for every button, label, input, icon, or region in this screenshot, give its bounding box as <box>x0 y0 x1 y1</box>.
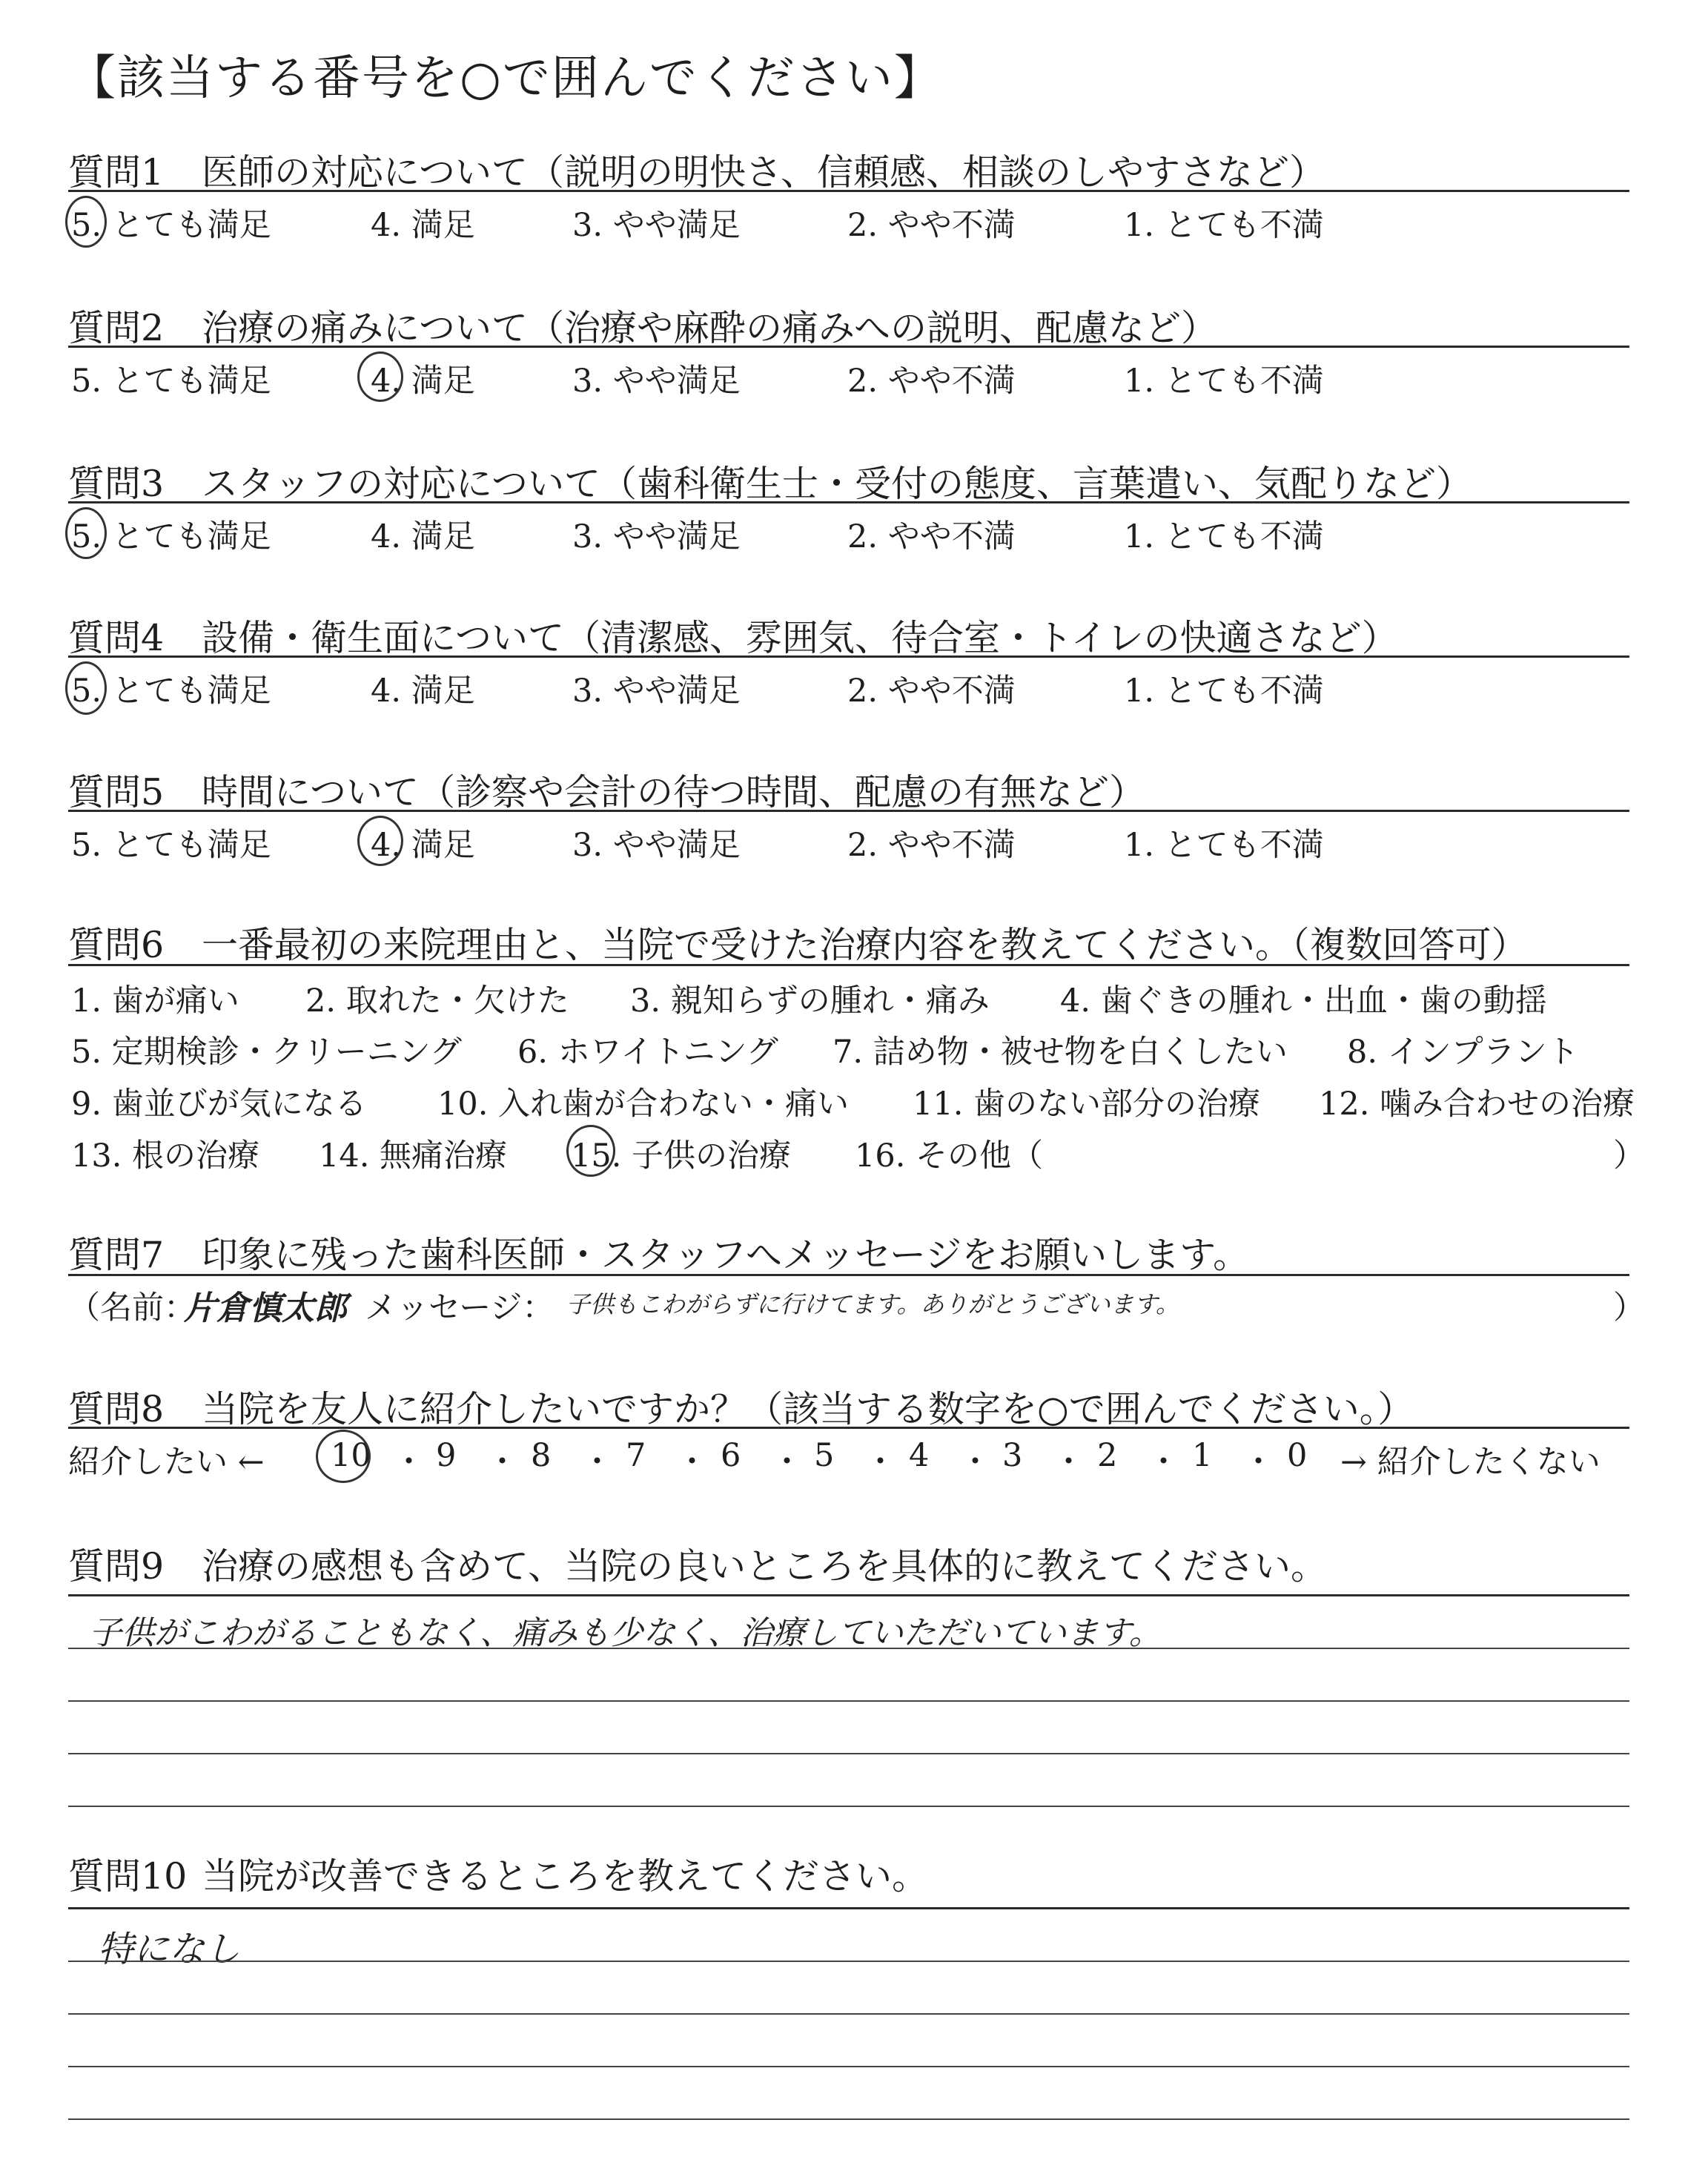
rating-row-q4 <box>0 666 1708 710</box>
question-number: 質問5 <box>68 771 165 813</box>
question-10 <box>68 1848 928 1900</box>
reason-row-1 <box>0 976 1708 1020</box>
writing-line <box>68 1961 1629 1962</box>
rating-option-5[interactable]: 5. とても満足 <box>71 363 271 400</box>
scale-value-3[interactable]: 3 <box>1002 1437 1023 1474</box>
scale-value-6[interactable]: 6 <box>721 1437 741 1474</box>
survey-header: 【該当する番号を○で囲んでください】 <box>68 51 943 106</box>
question-text: 当院を友人に紹介したいですか？（該当する数字を○で囲んでください。） <box>202 1388 1414 1430</box>
close-paren: ） <box>1613 1137 1645 1175</box>
question-number: 質問4 <box>68 617 165 659</box>
rating-row-q3 <box>0 512 1708 556</box>
reason-option[interactable]: 6. ホワイトニング <box>517 1034 778 1071</box>
rating-row-q2 <box>0 356 1708 400</box>
scale-separator: ・ <box>1148 1444 1179 1481</box>
question-text: スタッフの対応について（歯科衛生士・受付の態度、言葉遣い、気配りなど） <box>202 463 1473 505</box>
question-6 <box>68 916 1528 968</box>
rating-option-4[interactable]: 4. 満足 <box>371 827 475 864</box>
question-8 <box>68 1381 1414 1433</box>
rule <box>68 501 1629 503</box>
scale-separator: ・ <box>486 1444 518 1481</box>
question-number: 質問6 <box>68 924 165 966</box>
scale-value-7[interactable]: 7 <box>626 1437 646 1474</box>
question-number: 質問2 <box>68 307 165 349</box>
rating-option-5[interactable]: 5. とても満足 <box>71 827 271 864</box>
scale-value-4[interactable]: 4 <box>909 1437 930 1474</box>
rating-option-2[interactable]: 2. やや不満 <box>847 827 1016 864</box>
question-7 <box>68 1226 1249 1278</box>
handwritten-name[interactable]: 片倉慎太郎 <box>184 1289 347 1327</box>
rating-option-1[interactable]: 1. とても不満 <box>1124 827 1324 864</box>
rating-option-2[interactable]: 2. やや不満 <box>847 673 1016 710</box>
rating-option-1[interactable]: 1. とても不満 <box>1124 518 1324 555</box>
scale-separator: ・ <box>393 1444 425 1481</box>
question-text: 医師の対応について（説明の明快さ、信頼感、相談のしやすさなど） <box>202 151 1326 194</box>
writing-line <box>68 1753 1629 1754</box>
close-paren: ） <box>1613 1289 1645 1327</box>
rating-option-5[interactable]: 5. とても満足 <box>71 673 271 710</box>
reason-option[interactable]: 13. 根の治療 <box>71 1137 260 1175</box>
question-text: 治療の痛みについて（治療や麻酔の痛みへの説明、配慮など） <box>202 307 1218 349</box>
question-text: 治療の感想も含めて、当院の良いところを具体的に教えてください。 <box>202 1545 1328 1588</box>
rating-row-q1 <box>0 200 1708 245</box>
rating-option-2[interactable]: 2. やや不満 <box>847 518 1016 555</box>
question-number: 質問1 <box>68 151 165 194</box>
question-text: 印象に残った歯科医師・スタッフへメッセージをお願いします。 <box>202 1234 1250 1276</box>
scale-value-8[interactable]: 8 <box>531 1437 552 1474</box>
scale-separator: ・ <box>1053 1444 1085 1481</box>
reason-option[interactable]: 14. 無痛治療 <box>319 1137 508 1175</box>
rating-option-4[interactable]: 4. 満足 <box>371 363 475 400</box>
question-number: 質問9 <box>68 1545 165 1588</box>
question-5 <box>68 764 1145 816</box>
writing-line <box>68 2013 1629 2015</box>
reason-option[interactable]: 4. 歯ぐきの腫れ・出血・歯の動揺 <box>1060 982 1547 1020</box>
handwritten-message[interactable]: 子供もこわがらずに行けてます。ありがとうございます。 <box>566 1290 1179 1318</box>
scale-separator: ・ <box>864 1444 896 1481</box>
question-3 <box>68 455 1472 507</box>
scale-left-label: 紹介したい ← <box>68 1444 265 1481</box>
question-9 <box>68 1538 1327 1590</box>
rating-row-q5 <box>0 820 1708 865</box>
reason-option[interactable]: 3. 親知らずの腫れ・痛み <box>630 982 990 1020</box>
rating-option-2[interactable]: 2. やや不満 <box>847 363 1016 400</box>
scale-value-5[interactable]: 5 <box>814 1437 835 1474</box>
question-number: 質問3 <box>68 463 165 505</box>
scale-separator: ・ <box>581 1444 613 1481</box>
reason-option[interactable]: 15. 子供の治療 <box>571 1137 792 1175</box>
question-text: 設備・衛生面について（清潔感、雰囲気、待合室・トイレの快適さなど） <box>202 617 1398 659</box>
rating-option-1[interactable]: 1. とても不満 <box>1124 207 1324 244</box>
rule <box>68 1427 1629 1429</box>
rating-option-3[interactable]: 3. やや満足 <box>572 518 741 555</box>
question-text: 時間について（診察や会計の待つ時間、配慮の有無など） <box>202 771 1146 813</box>
question-number: 質問10 <box>68 1855 188 1898</box>
reason-option[interactable]: 11. 歯のない部分の治療 <box>913 1086 1261 1123</box>
scale-separator: ・ <box>676 1444 708 1481</box>
scale-value-2[interactable]: 2 <box>1097 1437 1118 1474</box>
rating-option-4[interactable]: 4. 満足 <box>371 207 475 244</box>
question-number: 質問7 <box>68 1234 165 1276</box>
writing-line <box>68 1806 1629 1807</box>
reason-row-4 <box>0 1131 1708 1175</box>
question-number: 質問8 <box>68 1388 165 1430</box>
message-row <box>0 1283 1708 1327</box>
question-1 <box>68 144 1325 196</box>
rating-option-4[interactable]: 4. 満足 <box>371 518 475 555</box>
rating-option-5[interactable]: 5. とても満足 <box>71 207 271 244</box>
rating-option-3[interactable]: 3. やや満足 <box>572 673 741 710</box>
scale-right-label: → 紹介したくない <box>1340 1444 1601 1481</box>
handwritten-answer[interactable]: 特になし <box>98 1929 241 1970</box>
rating-option-1[interactable]: 1. とても不満 <box>1124 673 1324 710</box>
rating-option-2[interactable]: 2. やや不満 <box>847 207 1016 244</box>
rating-option-3[interactable]: 3. やや満足 <box>572 827 741 864</box>
reason-row-3 <box>0 1079 1708 1123</box>
reason-row-2 <box>0 1027 1708 1071</box>
writing-line <box>68 1648 1629 1649</box>
reason-option[interactable]: 9. 歯並びが気になる <box>71 1086 367 1123</box>
question-4 <box>68 610 1398 661</box>
rating-option-5[interactable]: 5. とても満足 <box>71 518 271 555</box>
scale-separator: ・ <box>771 1444 803 1481</box>
scale-separator: ・ <box>1242 1444 1274 1481</box>
rule <box>68 655 1629 658</box>
reason-option[interactable]: 2. 取れた・欠けた <box>305 982 569 1020</box>
writing-line <box>68 1700 1629 1702</box>
question-2 <box>68 300 1217 351</box>
scale-value-0[interactable]: 0 <box>1287 1437 1308 1474</box>
rating-option-3[interactable]: 3. やや満足 <box>572 207 741 244</box>
reason-option[interactable]: 5. 定期検診・クリーニング <box>71 1034 462 1071</box>
scale-value-9[interactable]: 9 <box>436 1437 457 1474</box>
writing-line <box>68 2118 1629 2120</box>
rating-option-4[interactable]: 4. 満足 <box>371 673 475 710</box>
reason-option[interactable]: 12. 噛み合わせの治療 <box>1319 1086 1635 1123</box>
question-text: 一番最初の来院理由と、当院で受けた治療内容を教えてください。（複数回答可） <box>202 924 1528 966</box>
rule <box>68 1274 1629 1276</box>
rule <box>68 190 1629 192</box>
writing-line <box>68 2066 1629 2067</box>
name-label: （名前： <box>68 1289 196 1327</box>
rating-option-1[interactable]: 1. とても不満 <box>1124 363 1324 400</box>
scale-separator: ・ <box>959 1444 991 1481</box>
rule <box>68 810 1629 812</box>
rule <box>68 346 1629 348</box>
scale-value-10[interactable]: 10 <box>331 1437 371 1474</box>
recommend-scale <box>0 1437 1708 1482</box>
rating-option-3[interactable]: 3. やや満足 <box>572 363 741 400</box>
scale-value-1[interactable]: 1 <box>1192 1437 1213 1474</box>
reason-option[interactable]: 16. その他（ <box>855 1137 1044 1175</box>
rule <box>68 964 1629 966</box>
rule <box>68 1907 1629 1909</box>
rule <box>68 1594 1629 1596</box>
reason-option[interactable]: 7. 詰め物・被せ物を白くしたい <box>833 1034 1288 1071</box>
reason-option[interactable]: 8. インプラント <box>1347 1034 1579 1071</box>
handwritten-answer[interactable]: 子供がこわがることもなく、痛みも少なく、治療していただいています。 <box>89 1614 1162 1652</box>
reason-option[interactable]: 1. 歯が痛い <box>71 982 239 1020</box>
message-label: メッセージ： <box>365 1289 555 1327</box>
reason-option[interactable]: 10. 入れ歯が合わない・痛い <box>437 1086 850 1123</box>
question-text: 当院が改善できるところを教えてください。 <box>202 1855 929 1898</box>
